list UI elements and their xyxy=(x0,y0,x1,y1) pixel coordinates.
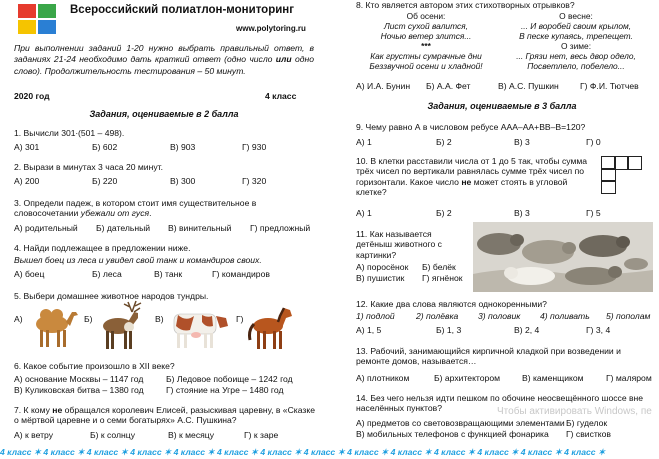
question-10-options xyxy=(356,208,601,218)
windows-watermark: Чтобы активировать Windows, пе xyxy=(497,406,652,417)
question-14: 14. Без чего нельзя идти пешком по обочине неосвещённого шоссе вне населённых пунктов? xyxy=(356,393,644,414)
question-12-options xyxy=(356,325,610,335)
horse-image xyxy=(246,302,296,352)
option-d[interactable]: Г) Ф.И. Тютчев xyxy=(580,81,639,91)
option-d[interactable]: Г) 0 xyxy=(586,137,601,147)
option-d[interactable]: Г) 3, 4 xyxy=(586,325,611,335)
option-d[interactable]: Г) стояние на Угре – 1480 год xyxy=(166,385,284,395)
option-a[interactable]: А) поросёнок xyxy=(356,262,409,272)
word-2: 2) полёвка xyxy=(416,311,459,321)
option-d[interactable]: Г) к заре xyxy=(244,430,279,440)
question-9-options xyxy=(356,137,601,147)
option-a[interactable]: А) 1 xyxy=(356,137,372,147)
section-2pt-heading: Задания, оцениваемые в 2 балла xyxy=(89,109,239,119)
option-a[interactable]: А) основание Москвы – 1147 год xyxy=(14,374,144,384)
option-c[interactable]: В) 903 xyxy=(170,142,196,152)
option-c[interactable]: В) 3 xyxy=(514,208,530,218)
option-c[interactable]: В) xyxy=(155,314,164,324)
question-12: 12. Какие два слова являются однокоренными? xyxy=(356,299,547,309)
option-d[interactable]: Г) ягнёнок xyxy=(422,273,463,283)
option-d[interactable]: Г) командиров xyxy=(212,269,270,279)
question-5: 5. Выбери домашнее животное народов тундры. xyxy=(14,291,209,301)
question-1: 1. Вычисли 301∙(501 – 498). xyxy=(14,128,125,138)
question-4-sentence: Вышел боец из леса и увидел свой танк и командиров своих. xyxy=(14,255,262,265)
question-12-words xyxy=(356,311,650,321)
grade-label: 4 класс xyxy=(265,91,297,101)
cow-image xyxy=(166,306,232,350)
option-a[interactable]: А) предметов со световозвращающими элементами xyxy=(356,418,565,428)
site-url[interactable]: www.polytoring.ru xyxy=(236,24,306,33)
grid-cell[interactable] xyxy=(627,156,642,170)
option-b[interactable]: Б) 220 xyxy=(92,176,118,186)
question-2: 2. Вырази в минутах 3 часа 20 минут. xyxy=(14,162,164,172)
option-c[interactable]: В) танк xyxy=(154,269,183,279)
option-b[interactable]: Б) гуделок xyxy=(566,418,608,428)
option-a[interactable]: А) родительный xyxy=(14,223,78,233)
question-7-options xyxy=(14,430,278,440)
option-b[interactable]: Б) Ледовое побоище – 1242 год xyxy=(166,374,293,384)
option-a[interactable]: А) 200 xyxy=(14,176,40,186)
question-10: 10. В клетки расставили числа от 1 до 5 так, чтобы сумма трёх чисел по вертикали равнялась сумме трёх чисел по горизонтали. Какое число не может стоять в угловой клетке? xyxy=(356,156,588,198)
word-4: 4) поливать xyxy=(540,311,590,321)
option-b[interactable]: Б) белёк xyxy=(422,262,456,272)
option-a[interactable]: А) И.А. Бунин xyxy=(356,81,411,91)
year-label: 2020 год xyxy=(14,91,50,101)
option-b[interactable]: Б) 2 xyxy=(436,208,452,218)
option-c[interactable]: В) к месяцу xyxy=(168,430,214,440)
option-c[interactable]: В) винительный xyxy=(168,223,232,233)
instructions: При выполнении заданий 1-20 нужно выбрать правильный ответ, в заданиях 21-24 необходимо дать краткий ответ (одно число или одно слово). Продолжительность тестирования – 50 минут. xyxy=(14,43,314,76)
option-b[interactable]: Б) А.А. Фет xyxy=(426,81,471,91)
option-b[interactable]: Б) к солнцу xyxy=(90,430,135,440)
option-b[interactable]: Б) 1, 3 xyxy=(436,325,462,335)
question-3: 3. Определи падеж, в котором стоит имя существительное в словосочетании убежали от гуся. xyxy=(14,198,257,219)
option-a[interactable]: А) 301 xyxy=(14,142,40,152)
question-8: 8. Кто является автором этих стихотворных отрывков? xyxy=(356,0,575,10)
camel-image xyxy=(28,302,80,350)
option-a[interactable]: А) к ветру xyxy=(14,430,54,440)
option-c[interactable]: В) мобильных телефонов с функцией фонарика xyxy=(356,429,549,439)
option-b[interactable]: Б) леса xyxy=(92,269,122,279)
word-5: 5) пополам xyxy=(606,311,651,321)
option-d[interactable]: Г) 5 xyxy=(586,208,601,218)
option-d[interactable]: Г) 930 xyxy=(242,142,267,152)
option-c[interactable]: В) пушистик xyxy=(356,273,405,283)
option-d[interactable]: Г) маляром xyxy=(606,373,652,383)
question-9: 9. Чему равно А в числовом ребусе ААА–АА+ВВ–В=120? xyxy=(356,122,586,132)
question-6: 6. Какое событие произошло в XII веке? xyxy=(14,361,175,371)
question-1-options xyxy=(14,142,266,152)
option-c[interactable]: В) 300 xyxy=(170,176,196,186)
option-d[interactable]: Г) 320 xyxy=(242,176,267,186)
poem-autumn: Об осени: Лист сухой валится, Ночью ветер злится... *** Как грустны сумрачные дни Беззвучной осени и хладной! xyxy=(369,11,483,72)
option-d[interactable]: Г) свистков xyxy=(566,429,611,439)
option-b[interactable]: Б) xyxy=(84,314,93,324)
question-7: 7. К кому не обращался королевич Елисей, разыскивая царевну, в «Сказке о мёртвой царевне и о семи богатырях» А.С. Пушкина? xyxy=(14,405,316,426)
option-c[interactable]: В) каменщиком xyxy=(522,373,584,383)
word-3: 3) половик xyxy=(478,311,521,321)
option-c[interactable]: В) Куликовская битва – 1380 год xyxy=(14,385,144,395)
seals-image xyxy=(473,222,653,292)
option-c[interactable]: В) А.С. Пушкин xyxy=(498,81,559,91)
question-6-options-row1 xyxy=(14,374,293,384)
question-14-options-row2 xyxy=(356,429,611,439)
section-3pt-heading: Задания, оцениваемые в 3 балла xyxy=(427,101,577,111)
grade-footer: 4 класс ✶ 4 класс ✶ 4 класс ✶ 4 класс ✶ 4 класс ✶ 4 класс ✶ 4 класс ✶ 4 класс ✶ 4 класс ✶ 4 класс ✶ 4 класс ✶ 4 класс ✶ 4 класс ✶ 4 класс ✶ xyxy=(0,447,659,459)
option-b[interactable]: Б) 2 xyxy=(436,137,452,147)
question-8-options xyxy=(356,81,639,91)
question-11-options-row1 xyxy=(356,262,456,272)
reindeer-image xyxy=(96,300,150,352)
question-3-options xyxy=(14,223,310,233)
option-c[interactable]: В) 3 xyxy=(514,137,530,147)
page-title: Всероссийский полиатлон-мониторинг xyxy=(70,4,295,16)
question-2-options xyxy=(14,176,266,186)
word-1: 1) подлой xyxy=(356,311,395,321)
question-13-options xyxy=(356,373,652,383)
question-14-options-row1 xyxy=(356,418,607,428)
option-d[interactable]: Г) xyxy=(236,314,244,324)
question-13: 13. Рабочий, занимающийся кирпичной кладкой при возведении и ремонте домов, называется… xyxy=(356,346,621,367)
option-c[interactable]: В) 2, 4 xyxy=(514,325,540,335)
option-a[interactable]: А) xyxy=(14,314,23,324)
question-4-options xyxy=(14,269,270,279)
option-a[interactable]: А) боец xyxy=(14,269,45,279)
question-6-options-row2 xyxy=(14,385,283,395)
poem-spring: О весне: ... И воробей своим крылом, В песке купаясь, трепещет. О зиме: ... Грязи нет, весь двор одело, Посветлело, побелело... xyxy=(516,11,636,72)
question-11-options-row2 xyxy=(356,273,463,283)
question-11: 11. Как называется детёныш животного с картинки? xyxy=(356,229,442,260)
grid-cell[interactable] xyxy=(601,180,616,194)
option-a[interactable]: А) 1, 5 xyxy=(356,325,382,335)
option-b[interactable]: Б) 602 xyxy=(92,142,118,152)
question-4: 4. Найди подлежащее в предложении ниже. xyxy=(14,243,191,253)
option-d[interactable]: Г) предложный xyxy=(250,223,311,233)
polytoring-logo xyxy=(18,4,58,36)
option-a[interactable]: А) плотником xyxy=(356,373,410,383)
option-b[interactable]: Б) дательный xyxy=(96,223,151,233)
option-b[interactable]: Б) архитектором xyxy=(434,373,501,383)
option-a[interactable]: А) 1 xyxy=(356,208,372,218)
